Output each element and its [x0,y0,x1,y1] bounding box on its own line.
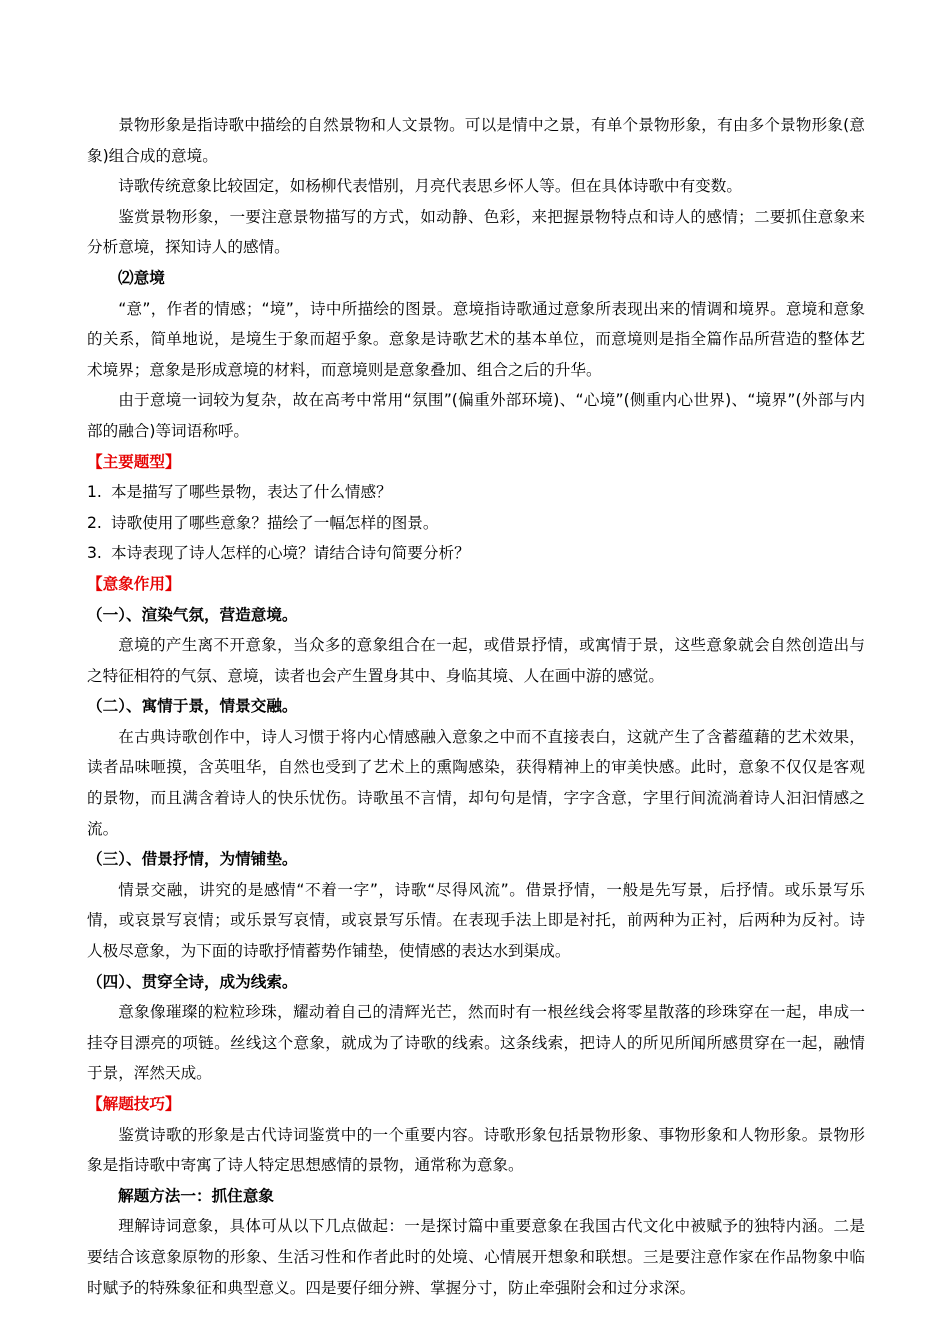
paragraph-function-1: 意境的产生离不开意象，当众多的意象组合在一起，或借景抒情，或寓情于景，这些意象就会自然创造出与之特征相符的气氛、意境，读者也会产生置身其中、身临其境、人在画中游的感觉。 [87,636,865,685]
list-item-text: 诗歌使用了哪些意象？描绘了一幅怎样的图景。 [111,513,439,532]
paragraph-function-2: 在古典诗歌创作中，诗人习惯于将内心情感融入意象之中而不直接表白，这就产生了含蓄蕴藉的艺术效果，读者品味咂摸，含英咀华，自然也受到了艺术上的熏陶感染，获得精神上的审美快感。此时，意象不仅仅是客观的景物，而且满含着诗人的快乐忧伤。诗歌虽不言情，却句句是情，字字含意，字里行间流淌着诗人汩汩情感之流。 [87,727,865,838]
heading-solving-skills: 【解题技巧】 [87,1095,181,1113]
paragraph-traditional-images: 诗歌传统意象比较固定，如杨柳代表惜别，月亮代表思乡怀人等。但在具体诗歌中有变数。 [118,177,742,196]
paragraph-function-3: 情景交融，讲究的是感情“不着一字”，诗歌“尽得风流”。借景抒情，一般是先写景，后抒情。或乐景写乐情，或哀景写哀情；或乐景写哀情，或哀景写乐情。在表现手法上即是衬托，前两种为正衬，后两种为反衬。诗人极尽意象，为下面的诗歌抒情蓄势作铺垫，使情感的表达水到渠成。 [87,880,865,961]
list-item [87,538,865,569]
document-page [87,110,865,1303]
paragraph-poetry-image: 鉴赏诗歌的形象是古代诗词鉴赏中的一个重要内容。诗歌形象包括景物形象、事物形象和人物形象。景物形象是指诗歌中寄寓了诗人特定思想感情的景物，通常称为意象。 [87,1125,865,1175]
paragraph-method-1: 理解诗词意象，具体可从以下几点做起：一是探讨篇中重要意象在我国古代文化中被赋予的独特内涵。二是要结合该意象原物的形象、生活习性和作者此时的处境、心情展开想象和联想。三是要注意作家在作品物象中临时赋予的特殊象征和典型意义。四是要仔细分辨、掌握分寸，防止牵强附会和过分求深。 [87,1217,865,1297]
heading-main-question-types: 【主要题型】 [87,452,181,471]
subheading-function-3: （三）、借景抒情，为情铺垫。 [87,850,298,869]
subheading-function-4: （四）、贯穿全诗，成为线索。 [87,972,298,991]
paragraph-scenery-image: 景物形象是指诗歌中描绘的自然景物和人文景物。可以是情中之景，有单个景物形象，有由多个景物形象(意象)组合成的意境。 [87,116,865,165]
subheading-function-2: （二）、寓情于景，情景交融。 [87,697,298,716]
list-item [87,508,865,539]
paragraph-yijing-definition: “意”，作者的情感；“境”，诗中所描绘的图景。意境指诗歌通过意象所表现出来的情调和境界。意境和意象的关系，简单地说，是境生于象而超乎象。意象是诗歌艺术的基本单位，而意境则是指全篇作品所营造的整体艺术境界；意象是形成意境的材料，而意境则是意象叠加、组合之后的升华。 [87,299,865,379]
list-item-text: 本诗表现了诗人怎样的心境？请结合诗句简要分析？ [111,544,470,563]
heading-yijing: ⑵意境 [118,268,165,287]
list-item-number: 3. [87,544,102,563]
list-item [87,477,865,508]
question-list [87,477,865,569]
heading-method-1: 解题方法一：抓住意象 [118,1186,274,1205]
list-item-text: 本是描写了哪些景物，表达了什么情感？ [111,483,392,502]
paragraph-appreciation: 鉴赏景物形象，一要注意景物描写的方式，如动静、色彩，来把握景物特点和诗人的感情；二要抓住意象来分析意境，探知诗人的感情。 [87,207,865,257]
paragraph-yijing-terms: 由于意境一词较为复杂，故在高考中常用“氛围”(偏重外部环境)、“心境”(侧重内心世界)、“境界”(外部与内部的融合)等词语称呼。 [87,391,865,440]
paragraph-function-4: 意象像璀璨的粒粒珍珠，耀动着自己的清辉光芒，然而时有一根丝线会将零星散落的珍珠穿在一起，串成一挂夺目漂亮的项链。丝线这个意象，就成为了诗歌的线索。这条线索，把诗人的所见所闻所感贯穿在一起，融情于景，浑然天成。 [87,1003,865,1083]
heading-image-function: 【意象作用】 [87,574,181,593]
subheading-function-1: （一）、渲染气氛，营造意境。 [87,605,298,624]
list-item-number: 2. [87,513,102,532]
list-item-number: 1. [87,483,102,502]
